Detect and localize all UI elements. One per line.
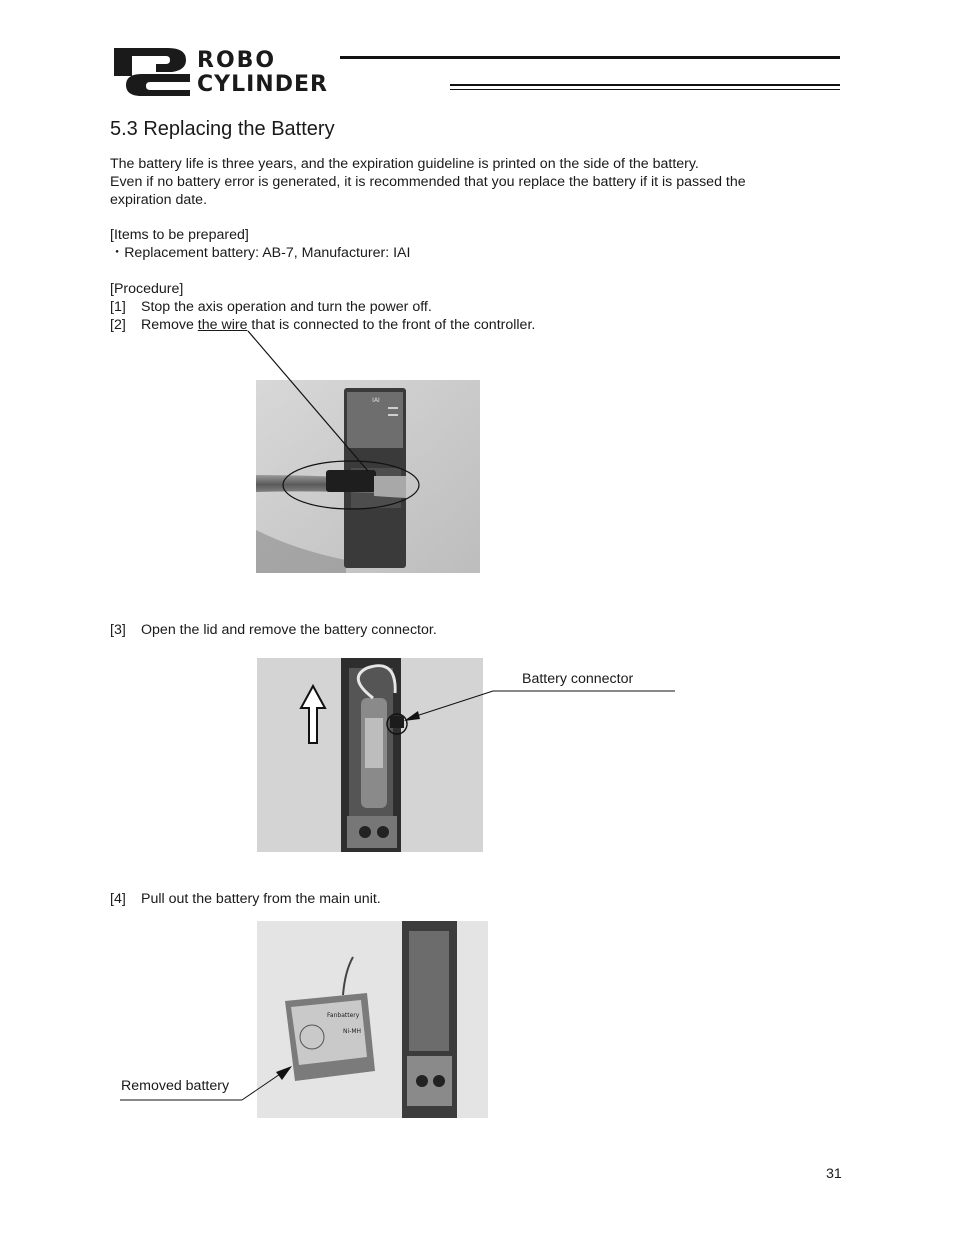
robo-cylinder-logotype: [197, 48, 442, 94]
page-number: 31: [826, 1166, 842, 1182]
removed-battery-leader: [118, 1062, 298, 1104]
logo-line2: CYLINDER: [197, 72, 328, 94]
header-rule-top: [340, 56, 840, 59]
step-2-wire-link: the wire: [197, 317, 248, 333]
battery-connector-leader: [400, 688, 680, 728]
label-removed-battery: Removed battery: [121, 1078, 230, 1094]
intro-line-3: expiration date.: [110, 192, 208, 208]
header-rule-bottom: [450, 84, 840, 86]
step-1: [110, 298, 432, 316]
items-heading: [Items to be prepared]: [110, 227, 249, 243]
step-4-text: Pull out the battery from the main unit.: [141, 891, 381, 907]
step-2-number: [2]: [110, 317, 126, 333]
procedure-heading: [Procedure]: [110, 281, 184, 297]
rc-logo-mark: [112, 46, 192, 98]
step-1-number: [1]: [110, 299, 126, 315]
step-2: [110, 316, 536, 334]
battery-brand-label: Fanbattery: [327, 1012, 360, 1019]
step-3-text: Open the lid and remove the battery connector.: [141, 622, 437, 638]
intro-line-2: Even if no battery error is generated, it is recommended that you replace the battery if it is passed the: [110, 174, 746, 190]
label-battery-connector: Battery connector: [522, 671, 634, 687]
step-4: [110, 890, 381, 908]
step-2-text-post: that is connected to the front of the controller.: [247, 317, 536, 333]
battery-type-label: Ni-MH: [343, 1028, 362, 1035]
step-1-text: Stop the axis operation and turn the power off.: [141, 299, 432, 315]
items-line: ・Replacement battery: AB-7, Manufacturer: IAI: [110, 245, 411, 261]
logo-line1: ROBO: [197, 48, 277, 73]
intro-line-1: The battery life is three years, and the expiration guideline is printed on the side of the battery.: [110, 156, 699, 172]
step-3: [110, 621, 437, 639]
step-3-number: [3]: [110, 622, 126, 638]
section-title: 5.3 Replacing the Battery: [110, 118, 335, 140]
header-rule-bottom-thin: [450, 89, 840, 90]
step-4-number: [4]: [110, 891, 126, 907]
wire-leader-line: [240, 328, 380, 478]
device-brand-label: IAI: [372, 397, 380, 404]
step-2-text-pre: Remove: [141, 317, 198, 333]
